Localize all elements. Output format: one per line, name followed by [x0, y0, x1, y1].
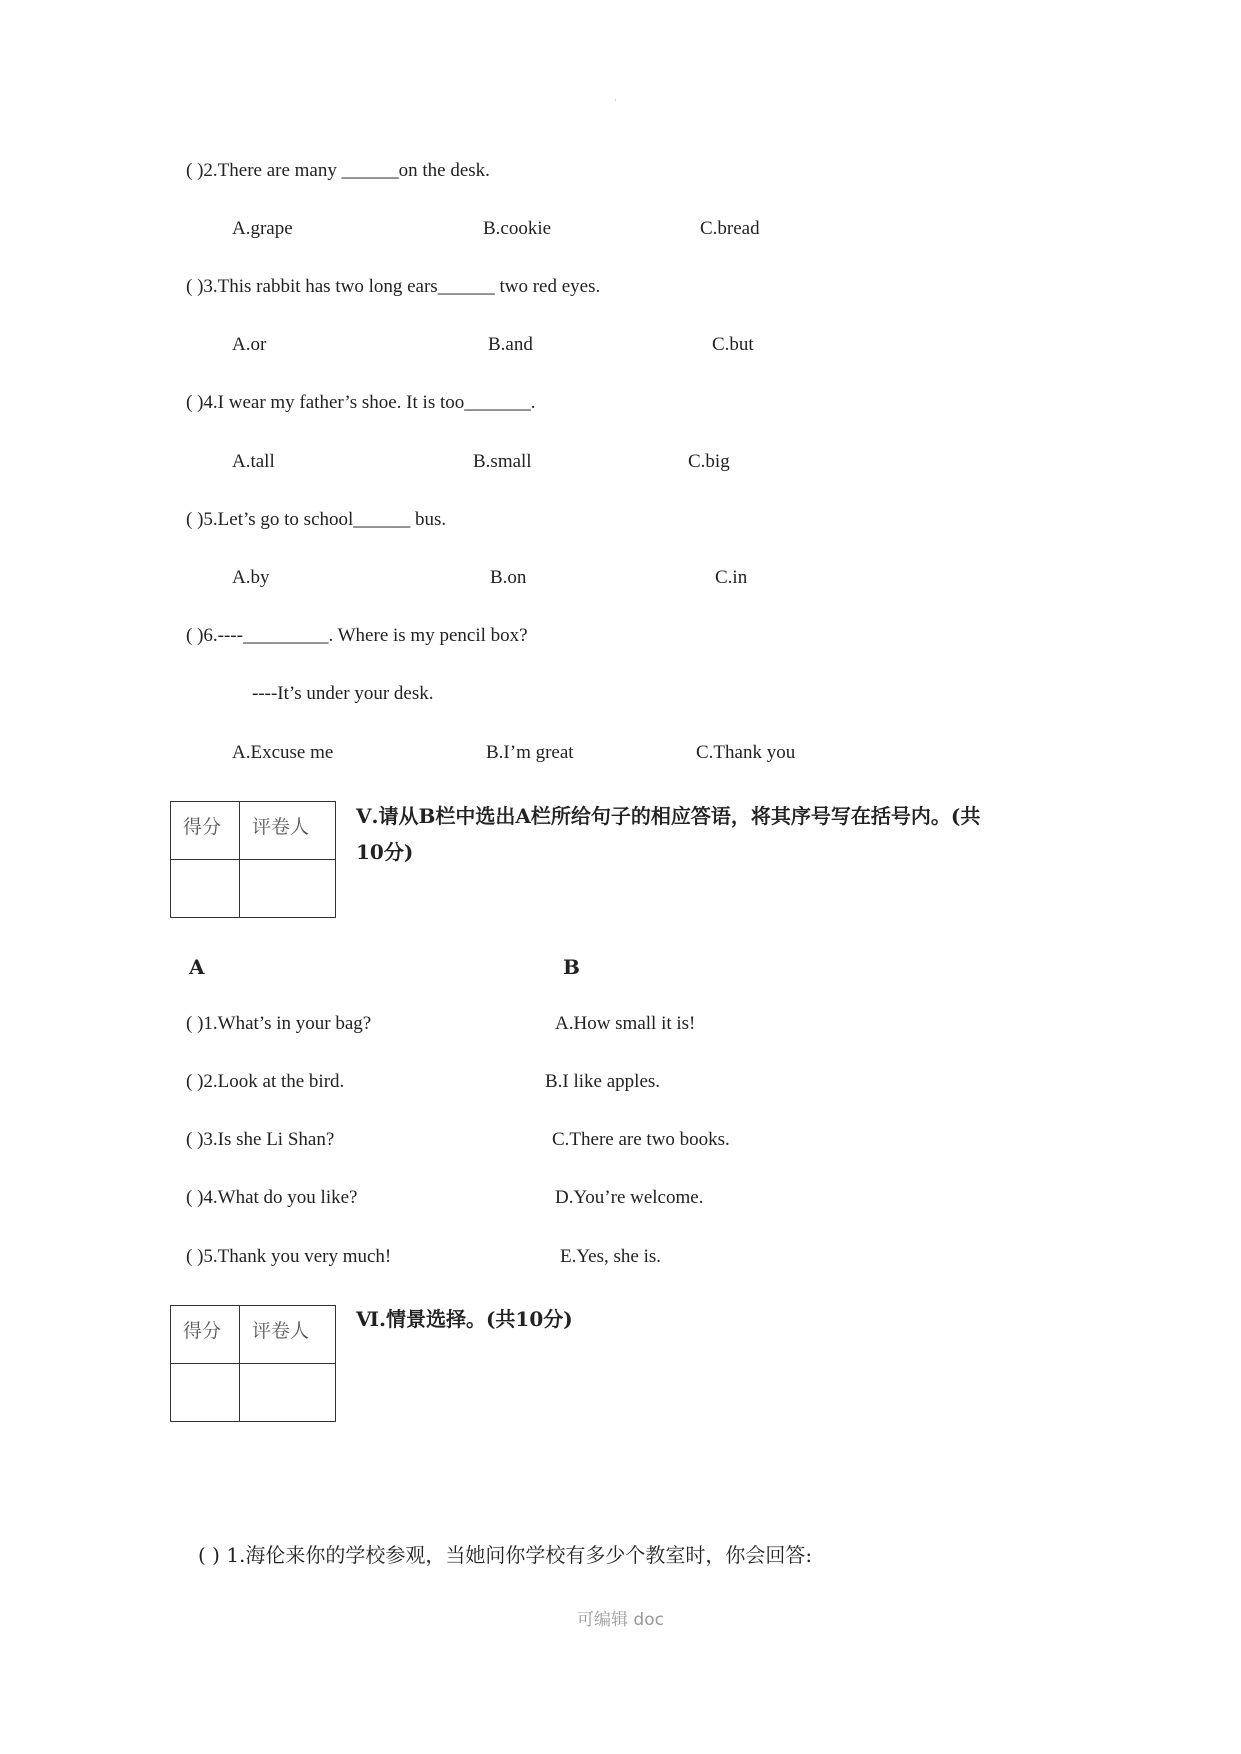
question-6-option-a: A.Excuse me: [232, 742, 334, 763]
page-top-mark: ·: [614, 96, 617, 105]
score-label: 得分: [183, 1320, 222, 1342]
question-5-option-c: C.in: [715, 567, 748, 588]
question-4-option-a: A.tall: [232, 451, 275, 472]
question-3-option-c: C.but: [712, 334, 754, 355]
score-cell[interactable]: [171, 1364, 240, 1422]
grader-cell[interactable]: [240, 860, 336, 918]
score-box-section-6: [170, 1305, 336, 1422]
section-6-question-1: ( ) 1.海伦来你的学校参观，当她问你学校有多少个教室时，你会回答:: [198, 1543, 813, 1567]
question-3-stem: ( )3.This rabbit has two long ears______ two red eyes.: [186, 276, 601, 297]
question-6-reply: ----It’s under your desk.: [252, 683, 434, 704]
grader-cell[interactable]: [240, 1364, 336, 1422]
question-5-option-b: B.on: [490, 567, 527, 588]
column-a-header: A: [189, 955, 205, 979]
grader-label: 评卷人: [252, 1320, 310, 1342]
question-4-stem: ( )4.I wear my father’s shoe. It is too_______.: [186, 392, 536, 413]
page-footer: 可编辑 doc: [577, 1610, 664, 1630]
section-6-title: Ⅵ.情景选择。(共10分): [356, 1307, 573, 1331]
section-5-title-line-2: 10分): [356, 840, 414, 864]
question-4-option-b: B.small: [473, 451, 532, 472]
match-b-item-1: A.How small it is!: [555, 1013, 696, 1034]
question-3-option-b: B.and: [488, 334, 533, 355]
match-b-item-4: D.You’re welcome.: [555, 1187, 704, 1208]
question-5-option-a: A.by: [232, 567, 270, 588]
column-b-header: B: [563, 955, 580, 979]
match-b-item-2: B.I like apples.: [545, 1071, 661, 1092]
score-box-section-5: [170, 801, 336, 918]
match-a-item-1: ( )1.What’s in your bag?: [186, 1013, 372, 1034]
score-cell[interactable]: [171, 860, 240, 918]
section-5-title-line-1: Ⅴ.请从B栏中选出A栏所给句子的相应答语，将其序号写在括号内。(共: [356, 804, 981, 828]
question-2-option-c: C.bread: [700, 218, 760, 239]
match-a-item-5: ( )5.Thank you very much!: [186, 1246, 392, 1267]
question-3-option-a: A.or: [232, 334, 267, 355]
question-6-option-c: C.Thank you: [696, 742, 796, 763]
match-a-item-2: ( )2.Look at the bird.: [186, 1071, 345, 1092]
question-2-option-a: A.grape: [232, 218, 293, 239]
question-4-option-c: C.big: [688, 451, 730, 472]
match-b-item-3: C.There are two books.: [552, 1129, 730, 1150]
match-a-item-4: ( )4.What do you like?: [186, 1187, 358, 1208]
match-a-item-3: ( )3.Is she Li Shan?: [186, 1129, 335, 1150]
question-5-stem: ( )5.Let’s go to school______ bus.: [186, 509, 447, 530]
question-2-option-b: B.cookie: [483, 218, 552, 239]
question-6-stem: ( )6.----_________. Where is my pencil box?: [186, 625, 528, 646]
match-b-item-5: E.Yes, she is.: [560, 1246, 662, 1267]
grader-label: 评卷人: [252, 816, 310, 838]
score-label: 得分: [183, 816, 222, 838]
question-6-option-b: B.I’m great: [486, 742, 574, 763]
question-2-stem: ( )2.There are many ______on the desk.: [186, 160, 490, 181]
